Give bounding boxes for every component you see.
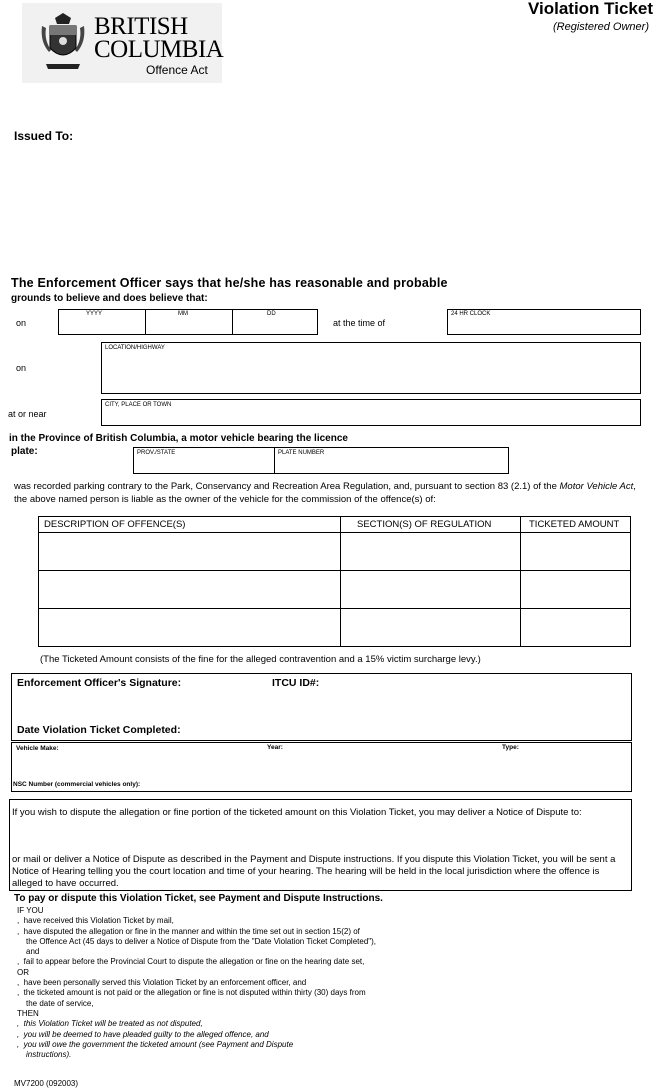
- ticket-subtitle: (Registered Owner): [553, 21, 649, 33]
- province-name-line2: COLUMBIA: [94, 36, 224, 63]
- recorded-part1: was recorded parking contrary to the Park, Conservancy and Recreation Area Regulation, and, pursuant to section 83 (2.1) of the: [14, 481, 557, 492]
- time-field[interactable]: [447, 309, 641, 335]
- itcu-id-label: ITCU ID#:: [272, 677, 320, 689]
- consequence-text: you will be deemed to have pleaded guilty to the alleged offence, and: [23, 1029, 269, 1039]
- offence-row: [39, 571, 631, 609]
- offence-row: [39, 533, 631, 571]
- motor-vehicle-act: Motor Vehicle Act: [559, 481, 634, 492]
- officer-statement-line2: grounds to believe and does believe that:: [11, 293, 208, 304]
- vehicle-type-label: Type:: [502, 744, 519, 751]
- dispute-box: [9, 799, 632, 891]
- condition-item: , fail to appear before the Provincial Court to dispute the allegation or fine on the hearing date set,: [17, 957, 365, 967]
- officer-statement-line1: The Enforcement Officer says that he/she has reasonable and probable: [11, 276, 448, 290]
- date-completed-label: Date Violation Ticket Completed:: [17, 724, 181, 736]
- month-label: MM: [178, 311, 188, 317]
- year-label: YYYY: [86, 311, 103, 317]
- condition-item: , the ticketed amount is not paid or the allegation or fine is not disputed within thirty (30) days from: [17, 988, 366, 998]
- or-label: OR: [17, 967, 29, 977]
- condition-continuation: the Offence Act (45 days to deliver a Notice of Dispute from the "Date Violation Ticket Completed"),: [26, 936, 377, 946]
- condition-item: , have disputed the allegation or fine in the manner and within the time set out in section 15(2) of: [17, 926, 360, 936]
- nsc-number-label: NSC Number (commercial vehicles only):: [13, 781, 141, 788]
- city-label: CITY, PLACE OR TOWN: [105, 402, 172, 408]
- province-name-line1: BRITISH: [94, 13, 188, 40]
- province-line: in the Province of British Columbia, a motor vehicle bearing the licence: [9, 433, 348, 444]
- offence-table: [38, 516, 631, 647]
- plate-number-field[interactable]: [274, 447, 509, 474]
- officer-signature-label: Enforcement Officer's Signature:: [17, 677, 182, 689]
- col-section: SECTION(S) OF REGULATION: [341, 517, 521, 533]
- consequence-item: , you will be deemed to have pleaded guilty to the alleged offence, and: [17, 1029, 269, 1039]
- near-label: at or near: [8, 409, 47, 419]
- location-on-label: on: [16, 363, 27, 373]
- dispute-paragraph1: If you wish to dispute the allegation or fine portion of the ticketed amount on this Violation Ticket, you may deliver a Notice of Dispute to:: [12, 807, 582, 818]
- then-label: THEN: [17, 1008, 39, 1018]
- ticket-title: Violation Ticket: [527, 0, 653, 18]
- offence-act-label: Offence Act: [146, 63, 208, 77]
- signature-box: [11, 673, 632, 741]
- instructions-list: [17, 906, 376, 1060]
- vehicle-make-label: Vehicle Make:: [16, 745, 59, 752]
- prov-state-label: PROV./STATE: [137, 450, 176, 456]
- plate-label: plate:: [11, 446, 38, 457]
- if-you-label: IF YOU: [17, 906, 44, 915]
- consequence-item: , you will owe the government the ticketed amount (see Payment and Dispute: [17, 1039, 294, 1049]
- vehicle-box: [11, 742, 632, 792]
- description-cell[interactable]: [39, 571, 341, 609]
- year-field[interactable]: [58, 309, 146, 335]
- month-field[interactable]: [145, 309, 233, 335]
- and-label: and: [26, 947, 40, 957]
- day-label: DD: [267, 311, 276, 317]
- consequence-text: you will owe the government the ticketed amount (see Payment and Dispute: [23, 1039, 294, 1049]
- col-amount: TICKETED AMOUNT: [521, 517, 631, 533]
- condition-text: have received this Violation Ticket by mail,: [23, 916, 174, 926]
- amount-cell[interactable]: [521, 533, 631, 571]
- time-label: at the time of: [333, 318, 386, 328]
- section-cell[interactable]: [341, 609, 521, 647]
- coat-of-arms-icon: [38, 12, 88, 74]
- condition-continuation: the date of service,: [26, 998, 94, 1008]
- vehicle-year-label: Year:: [267, 744, 283, 751]
- city-field[interactable]: [101, 399, 641, 426]
- section-cell[interactable]: [341, 533, 521, 571]
- offence-row: [39, 609, 631, 647]
- amount-cell[interactable]: [521, 571, 631, 609]
- amount-cell[interactable]: [521, 609, 631, 647]
- consequence-text: this Violation Ticket will be treated as not disputed,: [23, 1019, 203, 1029]
- dispute-paragraph2: or mail or deliver a Notice of Dispute as described in the Payment and Dispute instructions. If you dispute this Violation Ticket, you will be sent a Notice of Hearing telling you the court location and time of your hearing. The hearing will be held in the local jurisdiction where the offence is alleged to have occurred.: [12, 854, 616, 889]
- form-code: MV7200 (092003): [14, 1079, 79, 1088]
- issued-to-label: Issued To:: [14, 129, 74, 143]
- condition-text: have been personally served this Violation Ticket by an enforcement officer, and: [23, 978, 307, 988]
- date-on-label: on: [16, 318, 27, 328]
- col-description: DESCRIPTION OF OFFENCE(S): [39, 517, 341, 533]
- condition-item: , have been personally served this Violation Ticket by an enforcement officer, and: [17, 978, 307, 988]
- condition-text: have disputed the allegation or fine in the manner and within the time set out in section 15(2) of: [23, 926, 360, 936]
- description-cell[interactable]: [39, 533, 341, 571]
- recorded-statement: [14, 481, 642, 506]
- clock-label: 24 HR CLOCK: [451, 311, 491, 317]
- section-cell[interactable]: [341, 571, 521, 609]
- location-label: LOCATION/HIGHWAY: [105, 345, 165, 351]
- condition-text: fail to appear before the Provincial Court to dispute the allegation or fine on the hearing date set,: [23, 957, 365, 967]
- location-field[interactable]: [101, 342, 641, 394]
- recorded-part2: , the above named person is liable as the owner of the vehicle for the commission of the offence(s) of:: [14, 481, 636, 505]
- instructions-heading: To pay or dispute this Violation Ticket, see Payment and Dispute Instructions.: [14, 893, 383, 904]
- consequence-item: , this Violation Ticket will be treated as not disputed,: [17, 1019, 203, 1029]
- consequence-continuation: instructions).: [26, 1050, 72, 1060]
- ticketed-amount-note: (The Ticketed Amount consists of the fine for the alleged contravention and a 15% victim surcharge levy.): [40, 654, 481, 665]
- day-field[interactable]: [232, 309, 318, 335]
- plate-number-label: PLATE NUMBER: [278, 450, 325, 456]
- condition-item: , have received this Violation Ticket by mail,: [17, 916, 174, 926]
- condition-text: the ticketed amount is not paid or the allegation or fine is not disputed within thirty (30) days from: [23, 988, 366, 998]
- prov-state-field[interactable]: [133, 447, 275, 474]
- description-cell[interactable]: [39, 609, 341, 647]
